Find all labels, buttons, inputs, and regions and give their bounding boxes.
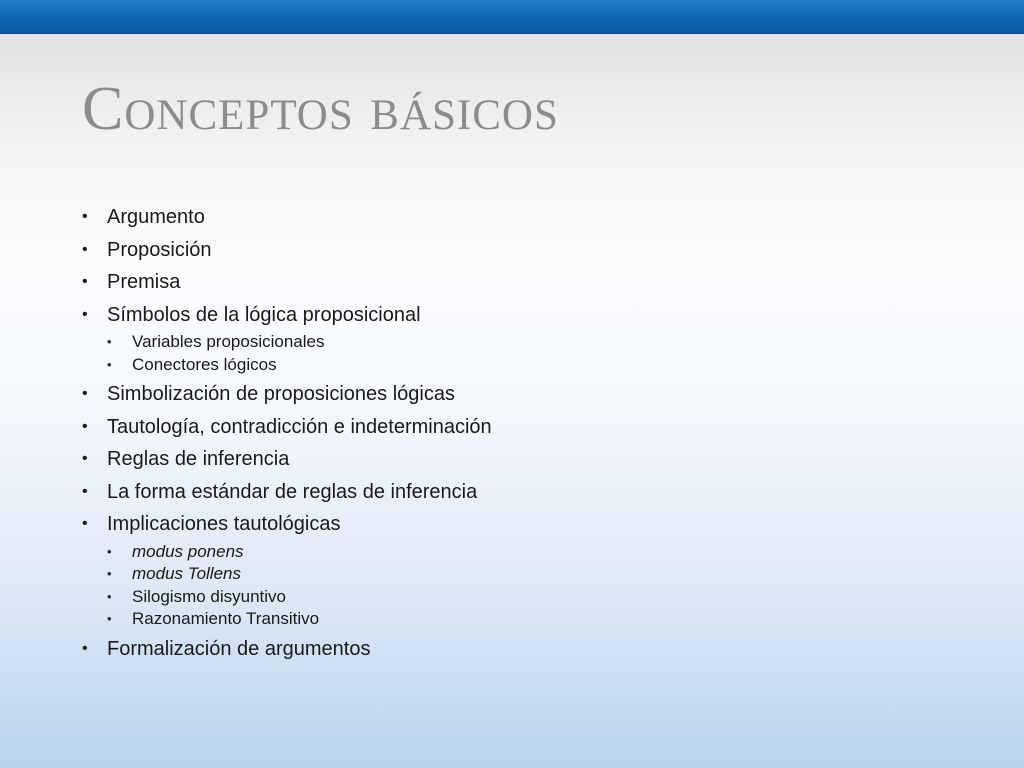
list-item	[82, 203, 982, 231]
list-item	[82, 635, 982, 663]
sublist-item	[82, 563, 982, 586]
bullet-icon: •	[82, 417, 88, 435]
bullet-icon: •	[107, 566, 112, 581]
sublist-item	[82, 331, 982, 354]
bullet-icon: •	[107, 356, 112, 372]
list-item-label: Tautología, contradicción e indeterminación	[107, 415, 492, 438]
sublist-item-label: modus ponens	[132, 541, 244, 561]
sublist-item	[82, 586, 982, 609]
sublist-item-label: modus Tollens	[132, 564, 241, 583]
list-item	[82, 478, 982, 506]
bullet-list	[82, 203, 982, 667]
sublist	[82, 541, 982, 631]
list-item-label: La forma estándar de reglas de inferencia	[107, 480, 478, 503]
sublist-item-label: Conectores lógicos	[132, 354, 277, 374]
sublist-container	[82, 541, 982, 631]
list-item-label: Formalización de argumentos	[107, 637, 371, 660]
bullet-icon: •	[82, 385, 88, 402]
list-item-label: Implicaciones tautológicas	[107, 513, 341, 535]
bullet-icon: •	[82, 482, 88, 500]
top-banner	[0, 0, 1024, 34]
slide-title: Conceptos básicos	[82, 75, 559, 143]
list-item-label: Símbolos de la lógica proposicional	[107, 303, 421, 326]
bullet-icon: •	[107, 611, 112, 626]
list-item-label: Proposición	[107, 238, 212, 261]
bullet-icon: •	[82, 305, 88, 323]
sublist-item-label: Variables proposicionales	[132, 332, 325, 351]
sublist-item-label: Silogismo disyuntivo	[132, 586, 287, 606]
bullet-icon: •	[82, 639, 88, 657]
bullet-icon: •	[107, 588, 112, 604]
list-item-label: Premisa	[107, 271, 181, 293]
sublist-item	[82, 608, 982, 631]
bullet-icon: •	[107, 543, 112, 559]
list-item	[82, 301, 982, 329]
list-item	[82, 236, 982, 264]
sublist-item	[82, 541, 982, 564]
bullet-icon: •	[82, 273, 88, 290]
list-item	[82, 268, 982, 296]
list-item	[82, 380, 982, 408]
list-item	[82, 445, 982, 473]
bullet-icon: •	[82, 240, 88, 258]
sublist-item	[82, 354, 982, 377]
sublist	[82, 331, 982, 376]
list-item	[82, 510, 982, 538]
sublist-container	[82, 331, 982, 376]
bullet-icon: •	[82, 208, 88, 225]
sublist-item-label: Razonamiento Transitivo	[132, 609, 320, 628]
list-item	[82, 413, 982, 441]
bullet-icon: •	[82, 515, 88, 532]
list-item-label: Simbolización de proposiciones lógicas	[107, 383, 455, 405]
bullet-icon: •	[82, 450, 88, 467]
list-item-label: Reglas de inferencia	[107, 448, 290, 470]
list-item-label: Argumento	[107, 206, 205, 228]
bullet-icon: •	[107, 334, 112, 349]
